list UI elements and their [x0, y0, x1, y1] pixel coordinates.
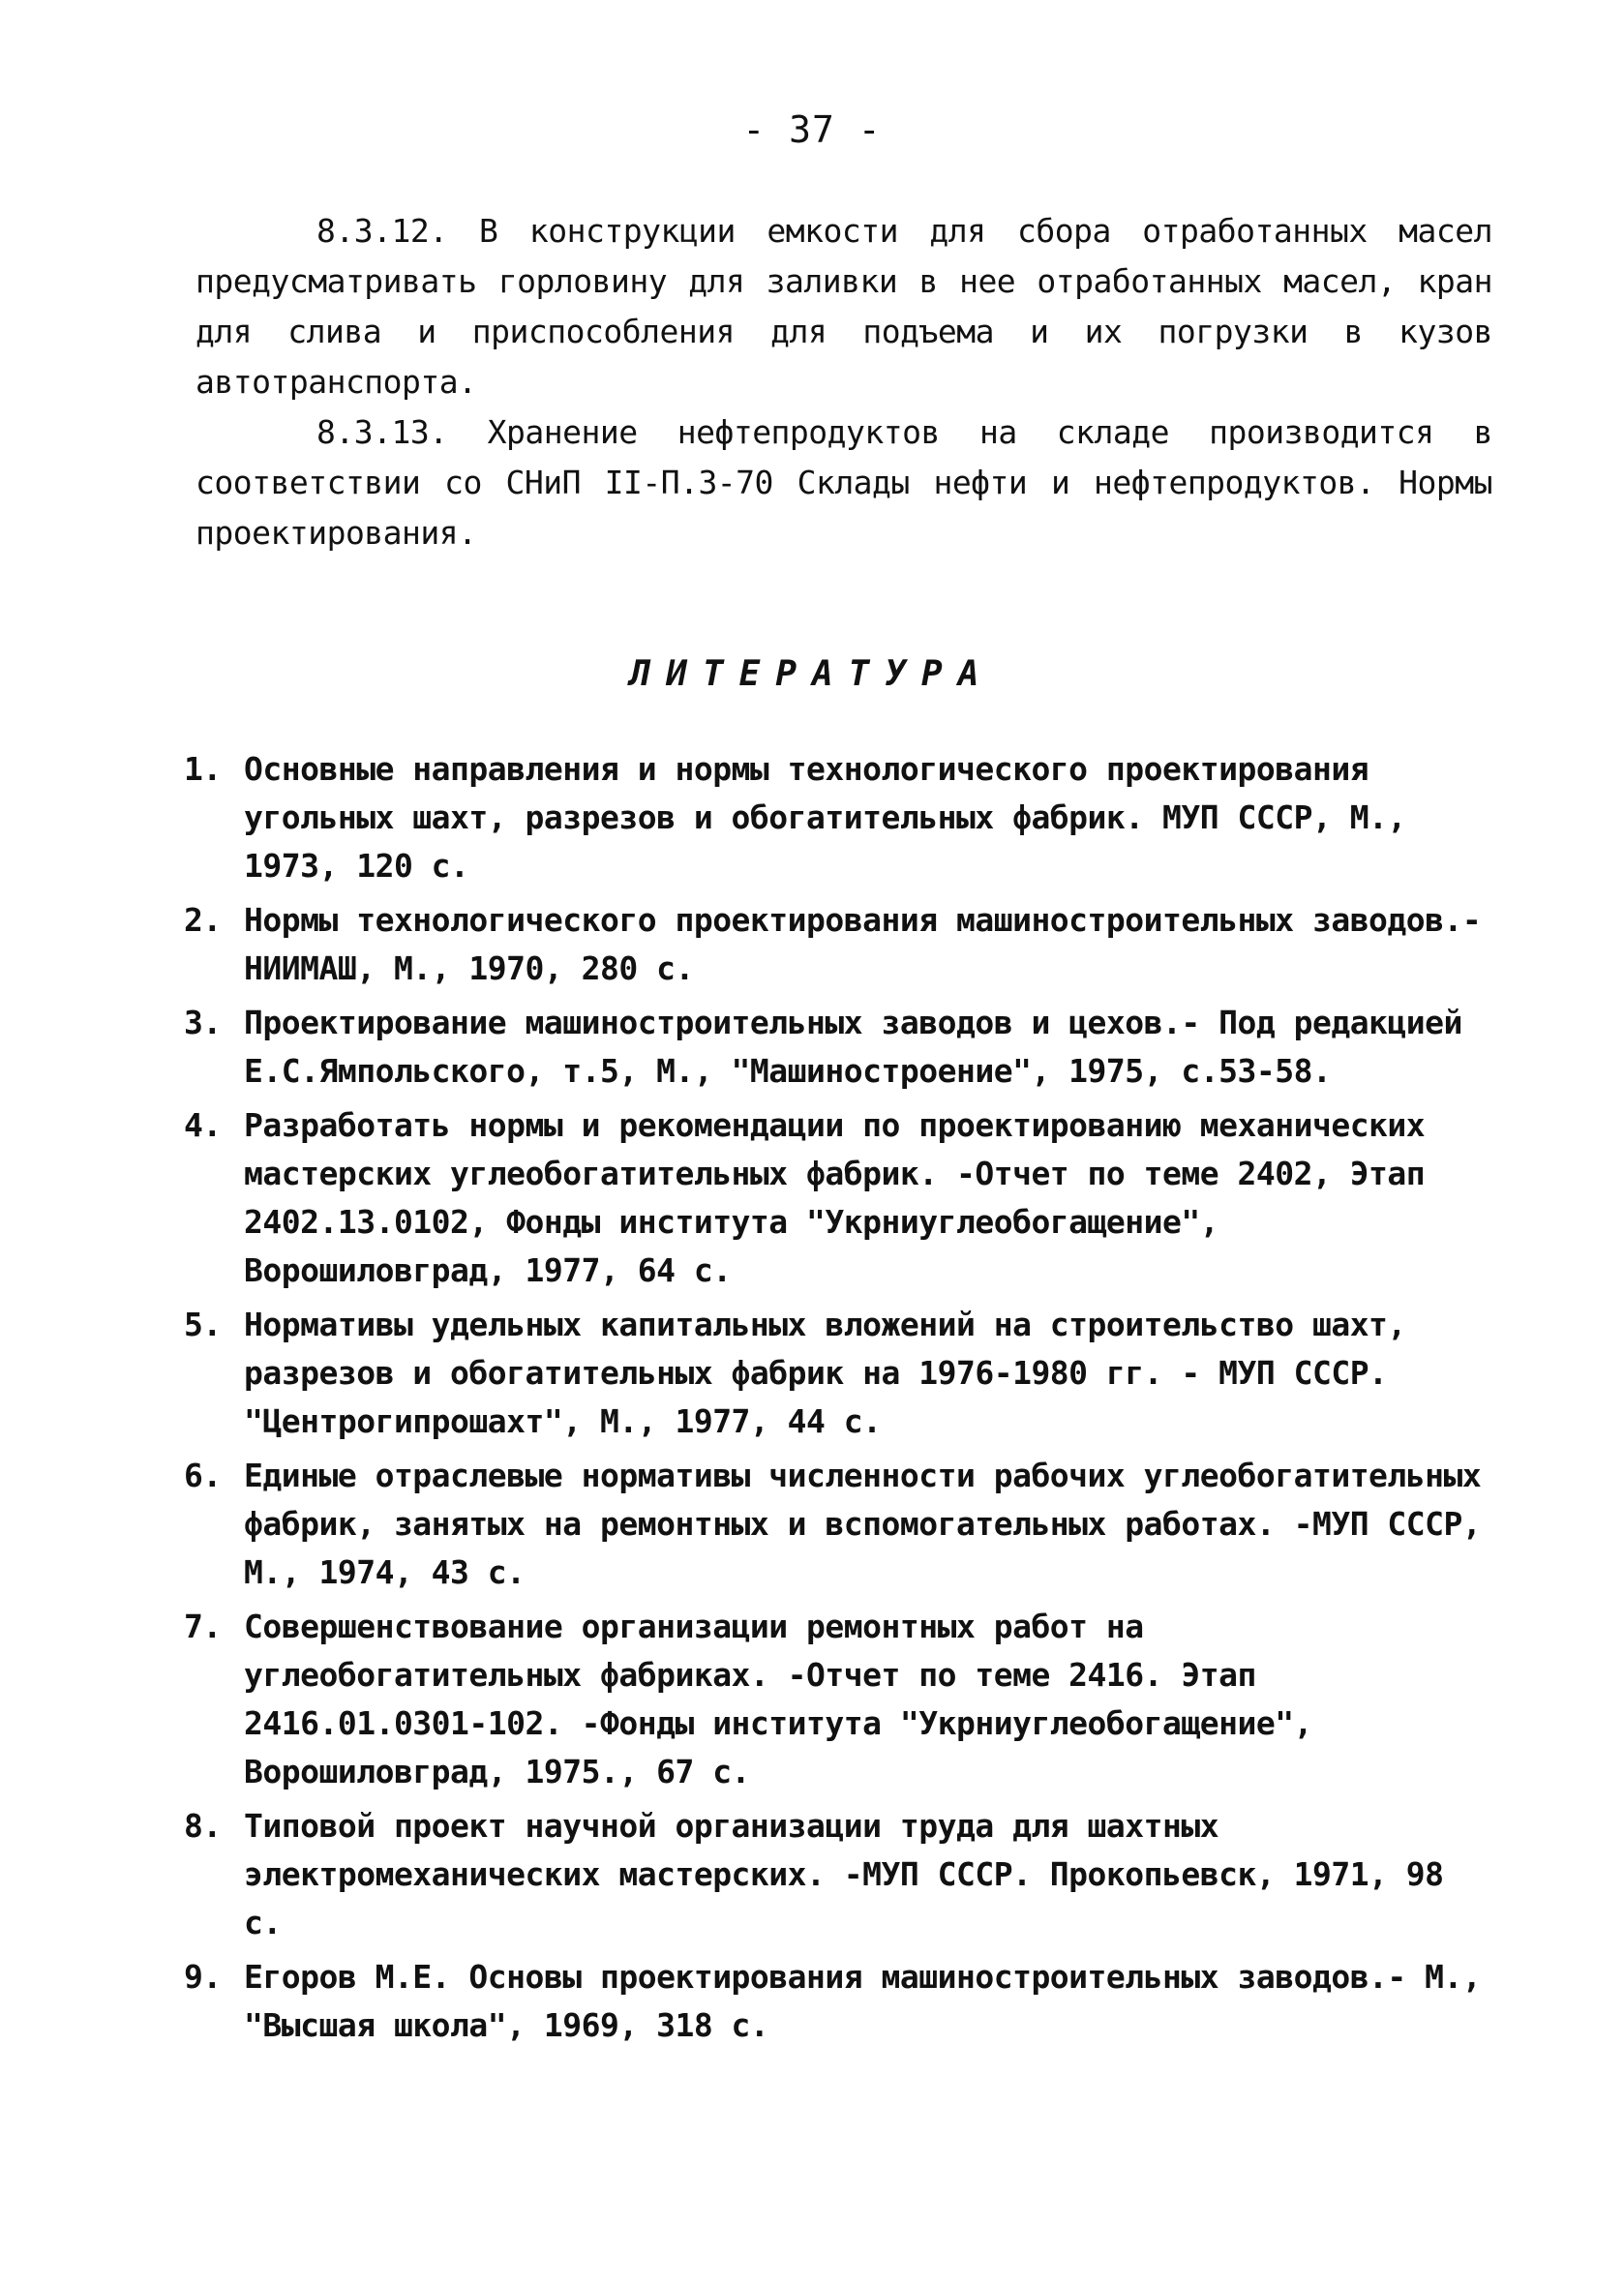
literature-item-text: Совершенствование организации ремонтных работ на углеобогатительных фабриках. -Отчет по теме 2416. Этап 2416.01.0301-102. -Фонды института "Укрниуглеобогащение", Ворошиловград, 1975., 67 с.	[244, 1608, 1312, 1790]
literature-item-number: 2.	[184, 901, 222, 939]
literature-item	[155, 1802, 1490, 1947]
literature-item-number: 4.	[184, 1106, 222, 1144]
literature-item-text: Разработать нормы и рекомендации по проектированию механических мастерских углеобогатительных фабрик. -Отчет по теме 2402, Этап 2402.13.0102, Фонды института "Укрниуглеобогащение", Ворошиловград, 1977, 64 с.	[244, 1106, 1426, 1289]
literature-item	[155, 1452, 1490, 1597]
literature-list	[155, 745, 1490, 2056]
literature-item	[155, 896, 1490, 993]
literature-item-number: 7.	[184, 1608, 222, 1645]
literature-item-number: 3.	[184, 1004, 222, 1041]
literature-item-number: 5.	[184, 1306, 222, 1343]
literature-item-text: Нормы технологического проектирования машиностроительных заводов.-НИИМАШ, М., 1970, 280 с.	[244, 901, 1482, 987]
literature-item-text: Нормативы удельных капитальных вложений на строительство шахт, разрезов и обогатительных фабрик на 1976-1980 гг. - МУП СССР. "Центрогипрошахт", М., 1977, 44 с.	[244, 1306, 1406, 1440]
literature-item-number: 9.	[184, 1958, 222, 1996]
literature-item	[155, 1603, 1490, 1796]
paragraph-8-3-12: 8.3.12. В конструкции емкости для сбора отработанных масел предусматривать горловину для заливки в нее отработанных масел, кран для слива и приспособления для подъема и их погрузки в кузов автотранспорта.	[195, 212, 1492, 401]
literature-item	[155, 1101, 1490, 1295]
literature-item	[155, 999, 1490, 1096]
literature-item-text: Егоров М.Е. Основы проектирования машиностроительных заводов.- М., "Высшая школа", 1969, 318 с.	[244, 1958, 1482, 2044]
literature-item-text: Основные направления и нормы технологического проектирования угольных шахт, разрезов и обогатительных фабрик. МУП СССР, М., 1973, 120 с.	[244, 750, 1406, 885]
literature-item	[155, 745, 1490, 890]
page-number: - 37 -	[742, 108, 882, 151]
literature-item-number: 1.	[184, 750, 222, 788]
literature-heading: ЛИТЕРАТУРА	[629, 654, 995, 694]
literature-item	[155, 1953, 1490, 2050]
literature-item-text: Единые отраслевые нормативы численности рабочих углеобогатительных фабрик, занятых на ремонтных и вспомогательных работах. -МУП СССР, М., 1974, 43 с.	[244, 1457, 1482, 1591]
literature-item-number: 6.	[184, 1457, 222, 1494]
paragraph-8-3-13: 8.3.13. Хранение нефтепродуктов на складе производится в соответствии со СНиП II-П.3-70 Склады нефти и нефтепродуктов. Нормы проектирования.	[195, 413, 1492, 552]
literature-item-text: Типовой проект научной организации труда для шахтных электромеханических мастерских. -МУП СССР. Прокопьевск, 1971, 98 с.	[244, 1807, 1444, 1941]
literature-item-number: 8.	[184, 1807, 222, 1845]
literature-item	[155, 1301, 1490, 1446]
literature-item-text: Проектирование машиностроительных заводов и цехов.- Под редакцией Е.С.Ямпольского, т.5, М., "Машиностроение", 1975, с.53-58.	[244, 1004, 1462, 1090]
